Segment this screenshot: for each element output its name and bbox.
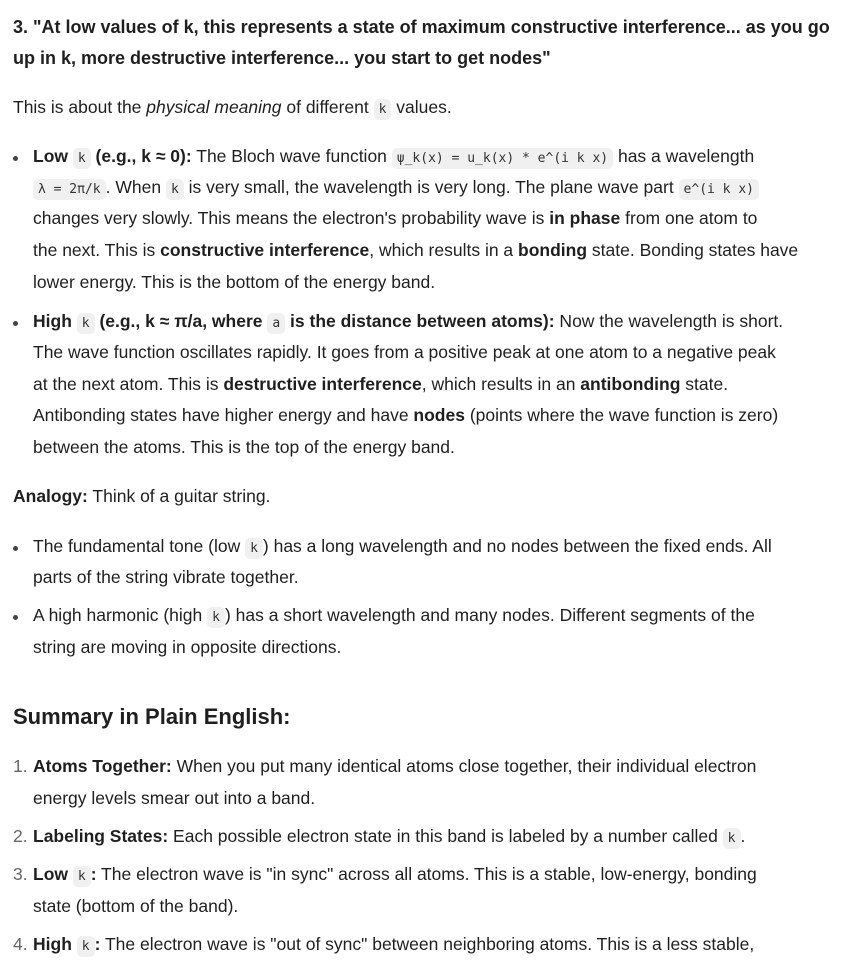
inline-code: k xyxy=(77,313,95,334)
list-number: 3. xyxy=(13,864,28,884)
list-line: The fundamental tone (low k ) has a long wavelength and no nodes between the fixed ends. All xyxy=(33,531,772,564)
emphasis: physical meaning xyxy=(146,97,282,117)
inline-code: k xyxy=(73,866,91,887)
inline-code: e^(i k x) xyxy=(679,179,759,200)
inline-code: a xyxy=(267,313,285,334)
list-line: changes very slowly. This means the electron's probability wave is in phase from one atom to xyxy=(33,208,758,228)
bullet-dot xyxy=(13,546,18,551)
list-line: string are moving in opposite directions. xyxy=(33,637,342,657)
list-line: High k : The electron wave is "out of sync" between neighboring atoms. This is a less stable, xyxy=(33,929,754,962)
inline-code: k xyxy=(245,538,263,559)
inline-code: k xyxy=(207,607,225,628)
list-line: Low k (e.g., k ≈ 0): The Bloch wave function ψ_k(x) = u_k(x) * e^(i k x) has a wavelength xyxy=(33,141,754,174)
list-line: Antibonding states have higher energy and have nodes (points where the wave function is zero) xyxy=(33,405,779,425)
list-line: between the atoms. This is the top of the energy band. xyxy=(33,437,455,457)
list-number: 4. xyxy=(13,934,28,954)
list-line: energy levels smear out into a band. xyxy=(33,788,316,808)
section-heading-line2: up in k, more destructive interference... you start to get nodes" xyxy=(13,48,551,68)
bullet-dot xyxy=(13,156,18,161)
inline-code: ψ_k(x) = u_k(x) * e^(i k x) xyxy=(392,148,613,169)
list-line: Labeling States: Each possible electron state in this band is labeled by a number called k . xyxy=(33,821,745,854)
list-line: The wave function oscillates rapidly. It goes from a positive peak at one atom to a negative peak xyxy=(33,342,776,362)
inline-code: k xyxy=(73,148,91,169)
list-line: A high harmonic (high k ) has a short wavelength and many nodes. Different segments of the xyxy=(33,600,755,633)
summary-heading: Summary in Plain English: xyxy=(13,704,291,729)
list-number: 2. xyxy=(13,826,28,846)
list-line: the next. This is constructive interference, which results in a bonding state. Bonding states have xyxy=(33,240,799,260)
intro-paragraph: This is about the physical meaning of different k values. xyxy=(13,92,452,125)
list-number: 1. xyxy=(13,756,28,776)
inline-code: λ = 2π/k xyxy=(33,179,106,200)
list-line: parts of the string vibrate together. xyxy=(33,567,299,587)
inline-code: k xyxy=(723,828,741,849)
list-line: lower energy. This is the bottom of the energy band. xyxy=(33,272,436,292)
list-line: High k (e.g., k ≈ π/a, where a is the distance between atoms): Now the wavelength is short. xyxy=(33,306,783,339)
section-heading-line1: 3. "At low values of k, this represents a state of maximum constructive interference... as you go xyxy=(13,17,830,37)
inline-code: k xyxy=(166,179,184,200)
analogy-paragraph: Analogy: Think of a guitar string. xyxy=(13,486,271,506)
list-line: Low k : The electron wave is "in sync" across all atoms. This is a stable, low-energy, bonding xyxy=(33,859,757,892)
bullet-dot xyxy=(13,321,18,326)
list-line: state (bottom of the band). xyxy=(33,896,239,916)
list-line: at the next atom. This is destructive interference, which results in an antibonding state. xyxy=(33,374,729,394)
bullet-dot xyxy=(13,615,18,620)
inline-code: k xyxy=(77,936,95,957)
list-line: λ = 2π/k . When k is very small, the wavelength is very long. The plane wave part e^(i k x) xyxy=(33,172,759,205)
list-line: Atoms Together: When you put many identical atoms close together, their individual electron xyxy=(33,756,757,776)
inline-code: k xyxy=(374,99,392,120)
